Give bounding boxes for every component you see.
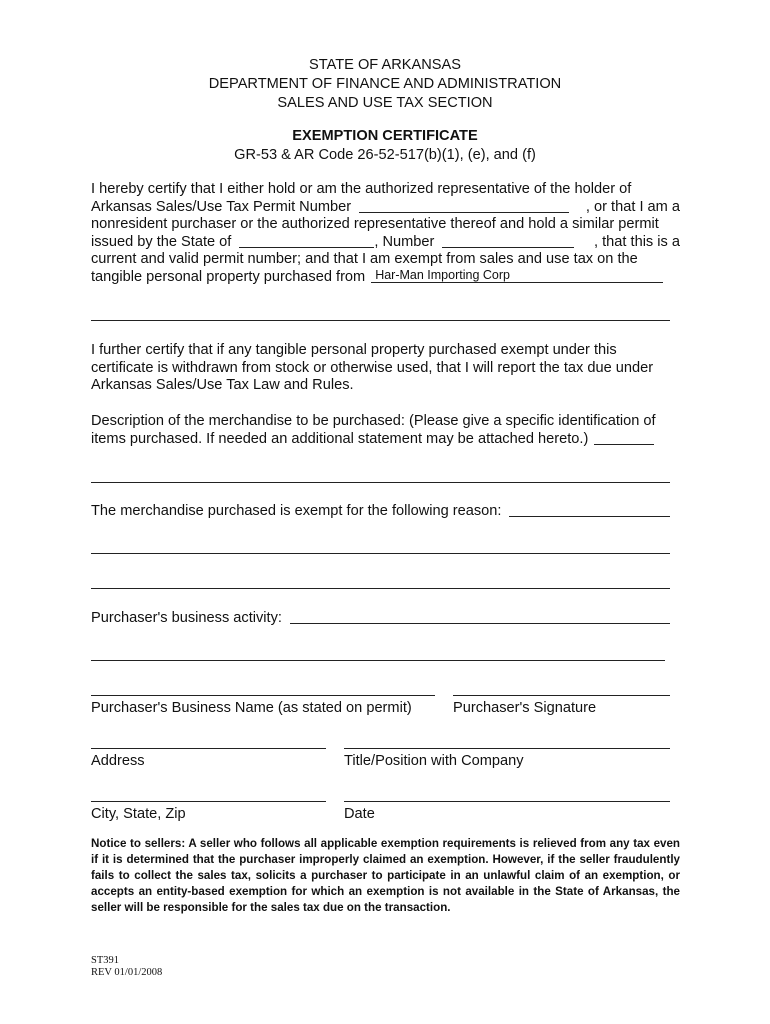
reason-line-field-1[interactable]: [91, 553, 670, 554]
further-line-2: certificate is withdrawn from stock or otherwise used, that I will report the tax due under: [91, 359, 654, 376]
city-state-zip-line[interactable]: [91, 801, 326, 802]
further-line-3: Arkansas Sales/Use Tax Law and Rules.: [91, 377, 354, 393]
title-position-label: Title/Position with Company: [344, 753, 524, 769]
form-revision: REV 01/01/2008: [91, 967, 163, 978]
certify-line-4: issued by the State of , Number , that this is a: [91, 233, 680, 250]
description-line-field[interactable]: [91, 482, 670, 483]
vendor-name-value: Har-Man Importing Corp: [375, 267, 510, 282]
agency-header: [0, 56, 770, 113]
certify-line-6: tangible personal property purchased from Har-Man Importing Corp: [91, 269, 680, 287]
signature-label: Purchaser's Signature: [453, 700, 597, 716]
permit-number-field[interactable]: [359, 199, 569, 213]
further-line-1: I further certify that if any tangible personal property purchased exempt under this: [91, 342, 617, 358]
document-subtitle: GR-53 & AR Code 26-52-517(b)(1), (e), and (f): [234, 147, 536, 163]
vendor-field[interactable]: [371, 269, 663, 283]
vendor-continuation-line[interactable]: [91, 320, 670, 321]
reason-row: [91, 503, 670, 521]
activity-field-start[interactable]: [290, 610, 670, 624]
reason-field-start[interactable]: [509, 503, 670, 517]
activity-line-field[interactable]: [91, 660, 665, 661]
form-number: ST391: [91, 955, 120, 966]
certify-line-3: nonresident purchaser or the authorized representative thereof and hold a similar permit: [91, 216, 659, 232]
permit-number-other-state-field[interactable]: [442, 234, 574, 248]
date-label: Date: [344, 806, 375, 822]
address-label: Address: [91, 753, 145, 769]
form-footer: [91, 955, 162, 979]
certify-line-5: current and valid permit number; and that I am exempt from sales and use tax on the: [91, 251, 638, 267]
certify-line-1: I hereby certify that I either hold or am the authorized representative of the holder of: [91, 181, 632, 197]
signature-line[interactable]: [453, 695, 670, 696]
description-line-1: Description of the merchandise to be purchased: (Please give a specific identification of: [91, 413, 656, 429]
document-title: EXEMPTION CERTIFICATE: [292, 128, 478, 144]
certify-line-2: Arkansas Sales/Use Tax Permit Number , or that I am a: [91, 198, 680, 215]
further-certify-paragraph: [91, 342, 680, 395]
header-state: STATE OF ARKANSAS: [309, 57, 461, 73]
activity-label: Purchaser's business activity:: [91, 610, 282, 626]
description-line-2: items purchased. If needed an additional statement may be attached hereto.): [91, 431, 680, 449]
business-name-line[interactable]: [91, 695, 435, 696]
header-section: SALES AND USE TAX SECTION: [277, 95, 493, 111]
reason-label: The merchandise purchased is exempt for the following reason:: [91, 503, 502, 519]
business-name-label: Purchaser's Business Name (as stated on permit): [91, 700, 412, 716]
description-field-start[interactable]: [594, 431, 654, 445]
certify-paragraph: [91, 181, 680, 286]
description-paragraph: [91, 413, 680, 448]
reason-line-field-2[interactable]: [91, 588, 670, 589]
city-state-zip-label: City, State, Zip: [91, 806, 186, 822]
issuing-state-field[interactable]: [239, 234, 374, 248]
date-line[interactable]: [344, 801, 670, 802]
notice-to-sellers: Notice to sellers: A seller who follows all applicable exemption requirements is relieved from any tax even if it is determined that the purchaser improperly claimed an exemption. However, if the seller fraudulently fails to collect the sales tax, solicits a purchaser to participate in an unlawful claim of an exemption, or accepts an entity-based exemption for which an exemption is not available in the State of Arkansas, the seller will be responsible for the sales tax due on the transaction.: [91, 837, 680, 914]
title-position-line[interactable]: [344, 748, 670, 749]
activity-row: [91, 610, 670, 628]
address-line[interactable]: [91, 748, 326, 749]
header-department: DEPARTMENT OF FINANCE AND ADMINISTRATION: [208, 76, 562, 92]
